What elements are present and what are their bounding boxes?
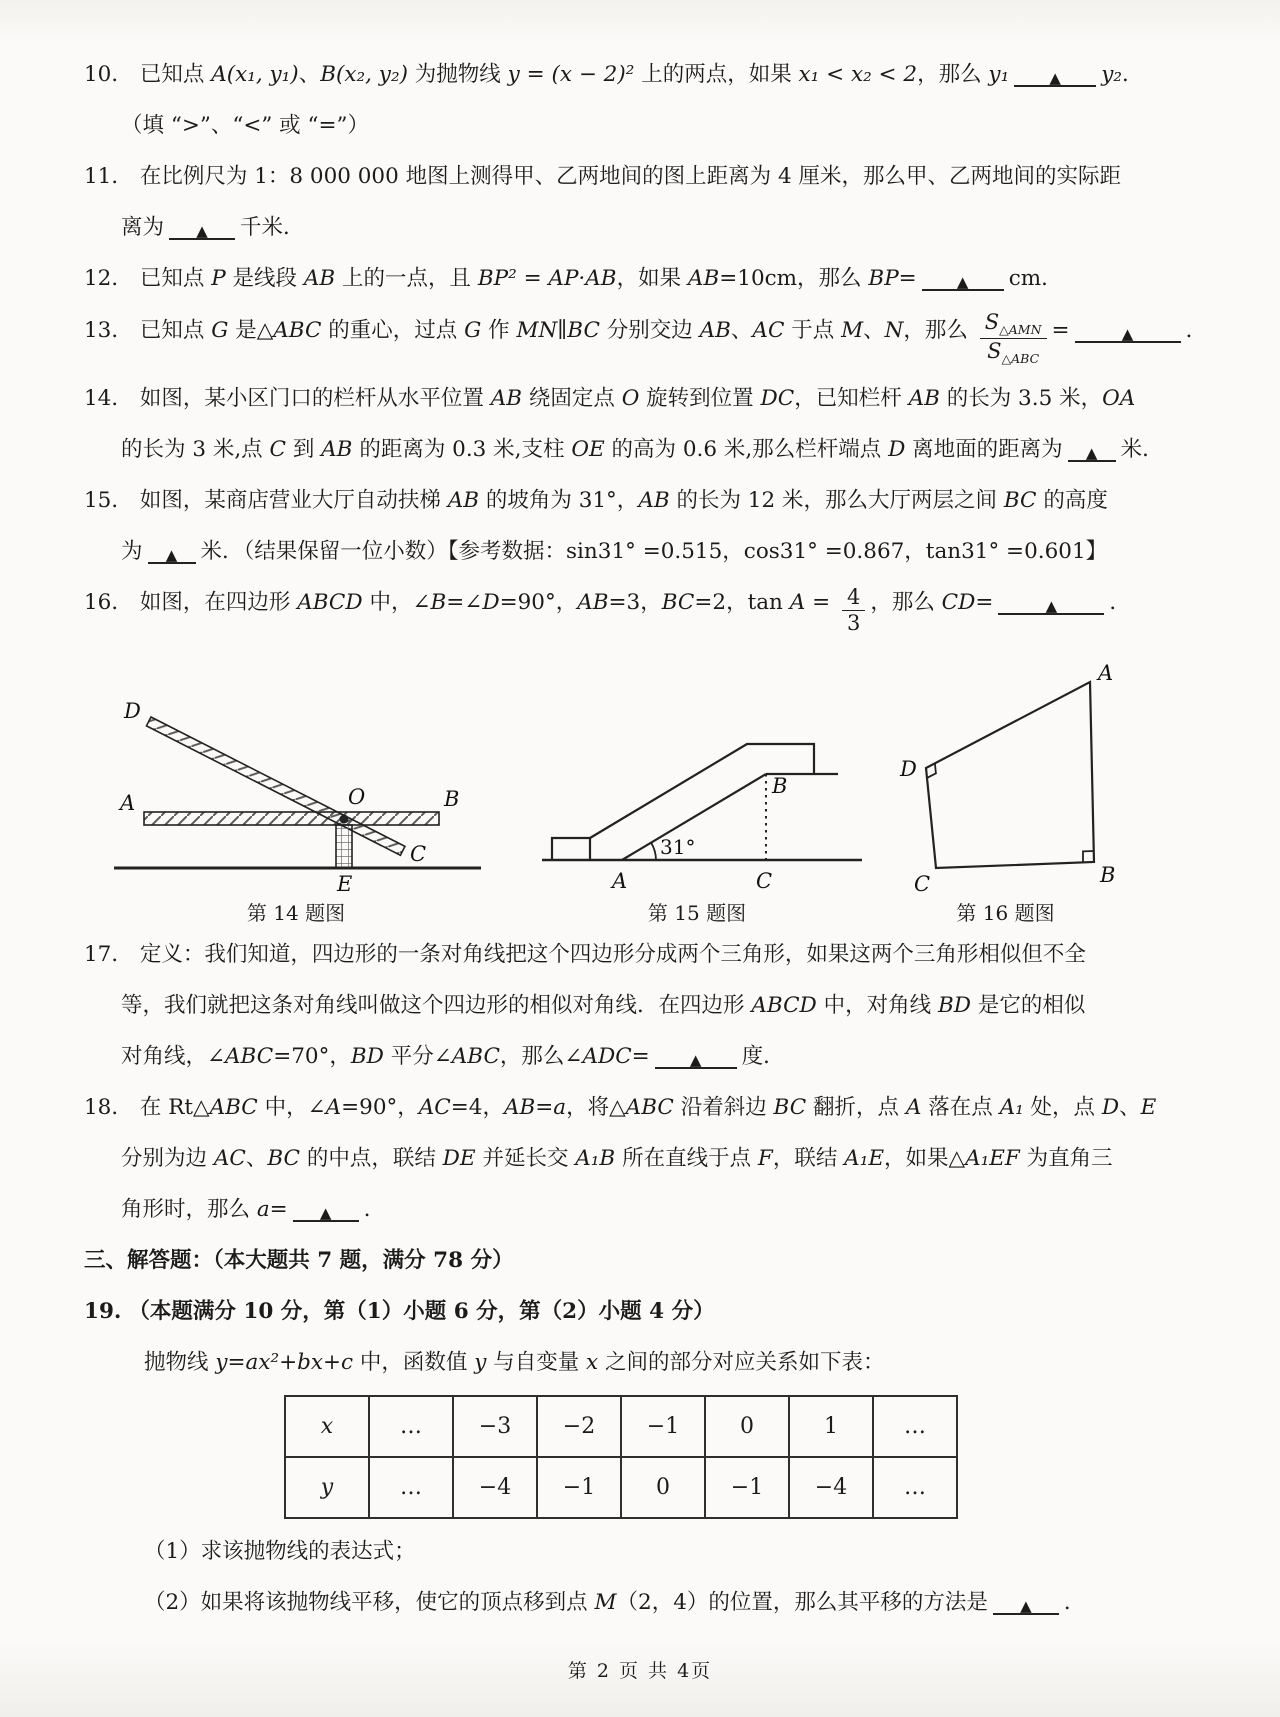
text-run: =: [898, 266, 917, 291]
text-run: 平分∠: [383, 1043, 452, 1069]
table-cell: −1: [537, 1457, 621, 1518]
math-run: AB: [447, 488, 480, 514]
math-run: BC: [661, 590, 695, 616]
math-run: O: [621, 386, 640, 412]
figure-16-drawing: [888, 650, 1123, 895]
table-cell: −4: [789, 1457, 873, 1518]
math-run: ABC: [273, 318, 322, 344]
subscript: △ABC: [1001, 351, 1040, 367]
question-number: 10．: [84, 62, 133, 87]
vertex-label-a: A: [612, 868, 628, 893]
text-run: （填 “>”、“<” 或 “=”）: [121, 113, 369, 138]
math-run: DC: [760, 386, 795, 412]
text-run: ，如果△: [884, 1145, 966, 1171]
text-run: ，那么: [917, 62, 989, 87]
answer-blank: [1068, 441, 1116, 462]
text-run: =: [805, 590, 837, 616]
vertex-label-c: C: [756, 868, 773, 893]
text-run: 处，点: [1023, 1094, 1102, 1120]
math-run: C: [269, 437, 286, 463]
table-row-x: [285, 1396, 957, 1457]
text-run: ，已知栏杆: [794, 386, 909, 412]
text-run: 米．: [1120, 437, 1164, 463]
pivot-point-o: [340, 814, 349, 823]
text-run: 翻折，点: [806, 1094, 906, 1120]
figure-16: [888, 650, 1123, 926]
text-run: 离地面的距离为: [905, 437, 1063, 463]
text-run: 为: [121, 539, 143, 565]
math-run: B: [430, 590, 447, 616]
text-run: 的长为 3 米,点: [121, 437, 270, 463]
horizontal-barrier-bar: [144, 812, 439, 825]
text-run: 等，我们就把这条对角线叫做这个四边形的相似对角线．在四边形: [121, 992, 752, 1018]
math-run: BC: [267, 1145, 300, 1171]
vertex-label-c: C: [914, 871, 931, 895]
text-run: 沿着斜边: [673, 1094, 774, 1120]
answer-mark: ▲: [196, 222, 208, 240]
question-15-line-1: [84, 482, 1202, 519]
figure-15-drawing: [522, 650, 872, 895]
text-run: 定义：我们知道，四边形的一条对角线把这个四边形分成两个三角形，如果这两个三角形相似但不全: [139, 941, 1086, 967]
question-14: [84, 380, 1202, 468]
question-19-sub-2: [84, 1584, 1202, 1621]
question-13-line-1: [84, 310, 1208, 367]
text-run: 的高为 0.6 米,那么栏杆端点: [604, 437, 889, 463]
text-run: =10cm，那么: [719, 266, 869, 291]
question-number: 17．: [84, 941, 133, 967]
answer-mark: ▲: [1085, 444, 1098, 463]
math-run: BD: [350, 1043, 384, 1069]
table-cell: −1: [621, 1396, 705, 1457]
math-run: S: [984, 310, 1000, 334]
math-run: AB: [321, 437, 353, 463]
figure-14-drawing: [96, 660, 496, 895]
text-run: 、: [1119, 1094, 1141, 1120]
answer-blank: [922, 270, 1004, 291]
math-run: y: [474, 1349, 487, 1375]
question-19-heading: [84, 1293, 1202, 1330]
text-run: cm．: [1008, 266, 1063, 291]
text-run: 中，函数值: [353, 1349, 475, 1375]
text-run: ．: [363, 1196, 386, 1222]
text-run: 与自变量: [486, 1349, 587, 1375]
math-run: AC: [213, 1145, 246, 1171]
text-run: 已知点: [139, 318, 212, 344]
math-run: BP² = AP·AB: [477, 266, 617, 291]
question-number: 16．: [84, 590, 133, 616]
text-run: ，那么∠: [499, 1043, 583, 1069]
text-run: =3，: [608, 590, 662, 616]
fraction-denominator: [980, 339, 1047, 366]
question-number: 12．: [84, 266, 133, 291]
math-run: ABCD: [297, 590, 363, 616]
math-run: AB: [699, 318, 731, 344]
answer-mark: ▲: [1049, 69, 1061, 87]
subscript: △AMN: [999, 322, 1042, 338]
math-run: ABC: [225, 1043, 274, 1069]
math-run: S: [987, 339, 1002, 364]
text-run: =90°，: [499, 590, 578, 616]
answer-blank: [169, 219, 235, 240]
table-cell: …: [369, 1396, 453, 1457]
math-run: A: [789, 590, 806, 616]
text-run: 对角线，∠: [121, 1043, 226, 1069]
table-cell: …: [369, 1457, 453, 1518]
math-run: F: [757, 1145, 773, 1171]
question-14-line-2: [84, 431, 1202, 468]
math-run: A₁EF: [965, 1145, 1020, 1171]
text-run: 上的一点，且: [335, 266, 478, 291]
question-10-line-1: [84, 56, 1202, 93]
answer-blank: [293, 1201, 359, 1222]
fraction-denominator: 3: [846, 611, 861, 636]
question-11: [84, 158, 1202, 246]
table-cell: x: [285, 1396, 369, 1457]
question-12: [84, 260, 1202, 297]
vertex-label-a: A: [120, 790, 136, 815]
math-run: AC: [752, 318, 785, 344]
text-run: ，那么: [903, 318, 975, 344]
math-run: BC: [1003, 488, 1037, 514]
math-run: ABC: [451, 1043, 500, 1069]
answer-blank: [148, 543, 196, 564]
table-cell: −2: [537, 1396, 621, 1457]
math-run: G: [464, 318, 482, 344]
angle-arc: [651, 842, 656, 860]
text-run: ．: [1121, 62, 1144, 87]
text-run: 所在直线于点: [615, 1145, 758, 1171]
math-run: OE: [571, 437, 605, 463]
text-run: =2，tan: [694, 590, 790, 616]
math-run: AB: [638, 488, 670, 514]
text-run: ，那么: [870, 590, 942, 616]
question-18: [84, 1089, 1202, 1228]
text-run: 如图，在四边形: [139, 590, 298, 616]
text-run: 的长为 12 米，那么大厅两层之间: [669, 488, 1004, 514]
math-run: M: [841, 318, 864, 344]
question-number: 15．: [84, 488, 133, 514]
math-run: AB: [908, 386, 940, 412]
math-run: D: [482, 590, 500, 616]
table-row-y: [285, 1457, 957, 1518]
fraction-numerator: [980, 311, 1047, 339]
math-run: D: [888, 437, 906, 463]
question-12-line-1: [84, 260, 1202, 297]
figure-15: [522, 650, 872, 926]
math-run: P: [211, 266, 226, 291]
math-run: ADC: [582, 1043, 632, 1069]
math-run: BD: [937, 992, 971, 1018]
fraction-tan: [842, 586, 865, 636]
question-19: [84, 1293, 1202, 1621]
figure-14-caption: 第 14 题图: [246, 900, 346, 925]
text-run: 中，∠: [257, 1094, 326, 1120]
math-run: ABCD: [751, 992, 817, 1018]
text-run: 的坡角为 31°，: [479, 488, 639, 514]
question-11-line-2: [84, 209, 1202, 246]
math-run: a: [553, 1094, 567, 1120]
text-run: 已知点: [139, 266, 212, 291]
text-run: 于点: [784, 318, 842, 344]
vertex-label-e: E: [337, 871, 353, 895]
question-19-sub-1: [84, 1533, 1202, 1570]
text-run: 并延长交: [475, 1145, 576, 1171]
math-run: AB: [577, 590, 609, 616]
math-run: BC: [773, 1094, 807, 1120]
answer-mark: ▲: [165, 546, 178, 565]
figures-row: [96, 650, 1202, 926]
text-run: ．: [1109, 590, 1131, 616]
text-run: 已知点: [139, 62, 212, 87]
math-run: A₁E: [844, 1145, 885, 1171]
right-angle-mark-b: [1083, 851, 1094, 862]
text-run: 、: [863, 318, 885, 344]
text-run: 旋转到位置: [639, 386, 761, 412]
question-18-line-1: [84, 1089, 1202, 1126]
text-run: 的长为 3.5 米，: [939, 386, 1103, 412]
text-run: 是线段: [225, 266, 304, 291]
question-13: [84, 310, 1208, 367]
text-run: =∠: [446, 590, 483, 616]
question-18-line-2: [84, 1140, 1202, 1177]
answer-blank: [1075, 322, 1181, 343]
answer-mark: ▲: [319, 1203, 332, 1222]
question-17-line-1: [84, 936, 1202, 973]
math-run: y=ax²+bx+c: [215, 1349, 354, 1375]
text-run: =: [269, 1196, 288, 1222]
text-run: （2）如果将该抛物线平移，使它的顶点移到点: [144, 1589, 595, 1615]
figure-15-caption: 第 15 题图: [647, 900, 747, 925]
vertex-label-b: B: [444, 786, 460, 811]
math-run: AC: [418, 1094, 451, 1120]
text-run: 是△: [228, 318, 274, 344]
math-run: MN∥BC: [516, 318, 600, 344]
answer-mark: ▲: [1121, 325, 1134, 344]
math-run: D: [1101, 1094, 1120, 1120]
text-run: 、: [298, 62, 321, 87]
math-run: y₁: [988, 62, 1010, 87]
text-run: ，如果: [616, 266, 688, 291]
text-run: 分别交边: [599, 318, 700, 344]
text-run: 作: [481, 318, 517, 344]
text-run: 如图，某小区门口的栏杆从水平位置: [139, 386, 491, 412]
text-run: 分别为边: [121, 1145, 214, 1171]
text-run: ，联结: [772, 1145, 845, 1171]
answer-mark: ▲: [689, 1050, 702, 1069]
math-run: BP: [868, 266, 899, 291]
text-run: =90°，: [341, 1094, 419, 1120]
text-run: =: [535, 1094, 554, 1120]
text-run: 如图，某商店营业大厅自动扶梯: [139, 488, 448, 514]
question-number: 14．: [84, 386, 133, 412]
math-run: y₂: [1101, 62, 1122, 87]
question-18-line-3: [84, 1191, 1202, 1228]
table-cell: 1: [789, 1396, 873, 1457]
vertex-label-o: O: [348, 784, 366, 809]
text-run: 在 Rt△: [139, 1094, 210, 1120]
math-run: G: [211, 318, 229, 344]
question-15: [84, 482, 1202, 570]
answer-blank: [655, 1048, 737, 1069]
math-run: B(x₂, y₂): [320, 62, 408, 87]
question-14-line-1: [84, 380, 1202, 417]
math-run: A₁B: [575, 1145, 616, 1171]
page-footer: 第 2 页 共 4页: [567, 1660, 713, 1682]
vertex-label-d: D: [900, 756, 917, 781]
question-19-intro: [84, 1344, 1202, 1381]
math-run: AB: [303, 266, 336, 291]
question-11-line-1: [84, 158, 1202, 195]
text-run: 绕固定点: [522, 386, 622, 412]
question-number: 11．: [84, 164, 133, 189]
question-number: 19.: [84, 1298, 122, 1324]
math-run: AB: [490, 386, 523, 412]
text-run: 是它的相似: [970, 992, 1086, 1018]
text-run: 为直角三: [1019, 1145, 1113, 1171]
question-number: 18．: [84, 1094, 133, 1120]
text-run: 、: [245, 1145, 268, 1171]
math-run: AB: [503, 1094, 536, 1120]
table-cell: …: [873, 1396, 957, 1457]
text-run: 抛物线: [144, 1349, 216, 1375]
table-cell: −3: [453, 1396, 537, 1457]
text-run: =: [631, 1043, 650, 1069]
text-run: 米．（结果保留一位小数）【参考数据：sin31° =0.515，cos31° =0.867，tan31° =0.601】: [200, 539, 1108, 565]
answer-mark: ▲: [956, 273, 969, 291]
vertex-label-c: C: [410, 841, 427, 866]
text-run: （2，4）的位置，那么其平移的方法是: [616, 1589, 988, 1615]
question-17-line-2: [84, 987, 1202, 1024]
text-run: 为抛物线: [407, 62, 508, 87]
text-run: 的高度: [1036, 488, 1108, 514]
question-15-line-2: [84, 533, 1202, 570]
text-run: 度．: [741, 1043, 785, 1069]
text-run: 到: [285, 437, 322, 463]
text-run: =: [975, 590, 994, 616]
math-run: a: [256, 1196, 270, 1222]
text-run: 千米．: [240, 215, 305, 240]
text-run: ．: [1185, 318, 1208, 344]
question-16-line-1: [84, 584, 1202, 636]
fraction-area-ratio: [980, 311, 1047, 366]
question-16: [84, 584, 1202, 636]
text-run: 上的两点，如果: [634, 62, 799, 87]
math-run: A(x₁, y₁): [211, 62, 299, 87]
table-cell: y: [285, 1457, 369, 1518]
table-cell: 0: [621, 1457, 705, 1518]
text-run: 中，∠: [362, 590, 431, 616]
rotated-barrier-bar: [146, 717, 404, 855]
math-run: DE: [442, 1145, 476, 1171]
answer-mark: ▲: [1020, 1596, 1032, 1615]
text-run: =70°，: [273, 1043, 351, 1069]
answer-mark: ▲: [1045, 597, 1058, 616]
math-run: x: [586, 1349, 599, 1375]
text-run: 落在点: [921, 1094, 1000, 1120]
text-run: =: [1051, 318, 1070, 344]
text-run: 中，对角线: [816, 992, 938, 1018]
quadrilateral-outline: [926, 682, 1094, 868]
table-cell: …: [873, 1457, 957, 1518]
text-run: 三、解答题：（本大题共 7 题，满分 78 分）: [84, 1247, 514, 1273]
text-run: （1）求该抛物线的表达式；: [144, 1538, 416, 1564]
question-number: 13．: [84, 318, 133, 344]
vertex-label-b: B: [772, 773, 788, 798]
text-run: 的重心，过点: [321, 318, 465, 344]
math-run: AB: [687, 266, 720, 291]
figure-14: [96, 660, 496, 926]
math-run: A₁: [999, 1094, 1024, 1120]
question-10: [84, 56, 1202, 144]
text-run: 角形时，那么: [121, 1196, 257, 1222]
text-run: 的距离为 0.3 米,支柱: [352, 437, 572, 463]
math-run: A: [905, 1094, 922, 1120]
vertex-label-d: D: [124, 698, 141, 723]
answer-blank: [998, 594, 1104, 615]
math-run: N: [884, 318, 904, 344]
answer-blank: [1014, 66, 1096, 87]
section-3-heading: [84, 1242, 1202, 1279]
text-run: 的中点，联结: [300, 1145, 443, 1171]
figure-16-caption: 第 16 题图: [956, 900, 1055, 925]
math-run: A: [325, 1094, 342, 1120]
vertex-label-b: B: [1100, 862, 1116, 887]
math-run: ABC: [625, 1094, 674, 1120]
math-run: E: [1140, 1094, 1157, 1120]
text-run: 、: [730, 318, 753, 344]
text-run: ，将△: [566, 1094, 626, 1120]
table-cell: −1: [705, 1457, 789, 1518]
vertex-label-a: A: [1098, 660, 1114, 685]
text-run: 离为: [121, 215, 165, 240]
answer-blank: [993, 1594, 1059, 1615]
math-run: OA: [1102, 386, 1136, 412]
question-17-line-3: [84, 1038, 1202, 1075]
math-run: y = (x − 2)²: [507, 62, 635, 87]
text-run: ．: [1063, 1589, 1086, 1615]
text-run: （本题满分 10 分，第（1）小题 6 分，第（2）小题 4 分）: [128, 1298, 715, 1324]
text-run: =4，: [450, 1094, 504, 1120]
question-10-line-2: [84, 107, 1202, 144]
angle-value-label: 31°: [660, 834, 696, 859]
text-run: 在比例尺为 1：8 000 000 地图上测得甲、乙两地间的图上距离为 4 厘米，那么甲、乙两地间的实际距: [139, 164, 1121, 189]
math-run: x₁ < x₂ < 2: [798, 62, 918, 87]
math-run: ABC: [209, 1094, 258, 1120]
support-post: [336, 825, 352, 868]
question-17: [84, 936, 1202, 1075]
value-table: [284, 1395, 958, 1519]
text-run: 之间的部分对应关系如下表：: [598, 1349, 885, 1375]
math-run: M: [594, 1589, 617, 1615]
fraction-numerator: 4: [842, 586, 865, 612]
math-run: CD: [941, 590, 976, 616]
table-cell: 0: [705, 1396, 789, 1457]
table-cell: −4: [453, 1457, 537, 1518]
